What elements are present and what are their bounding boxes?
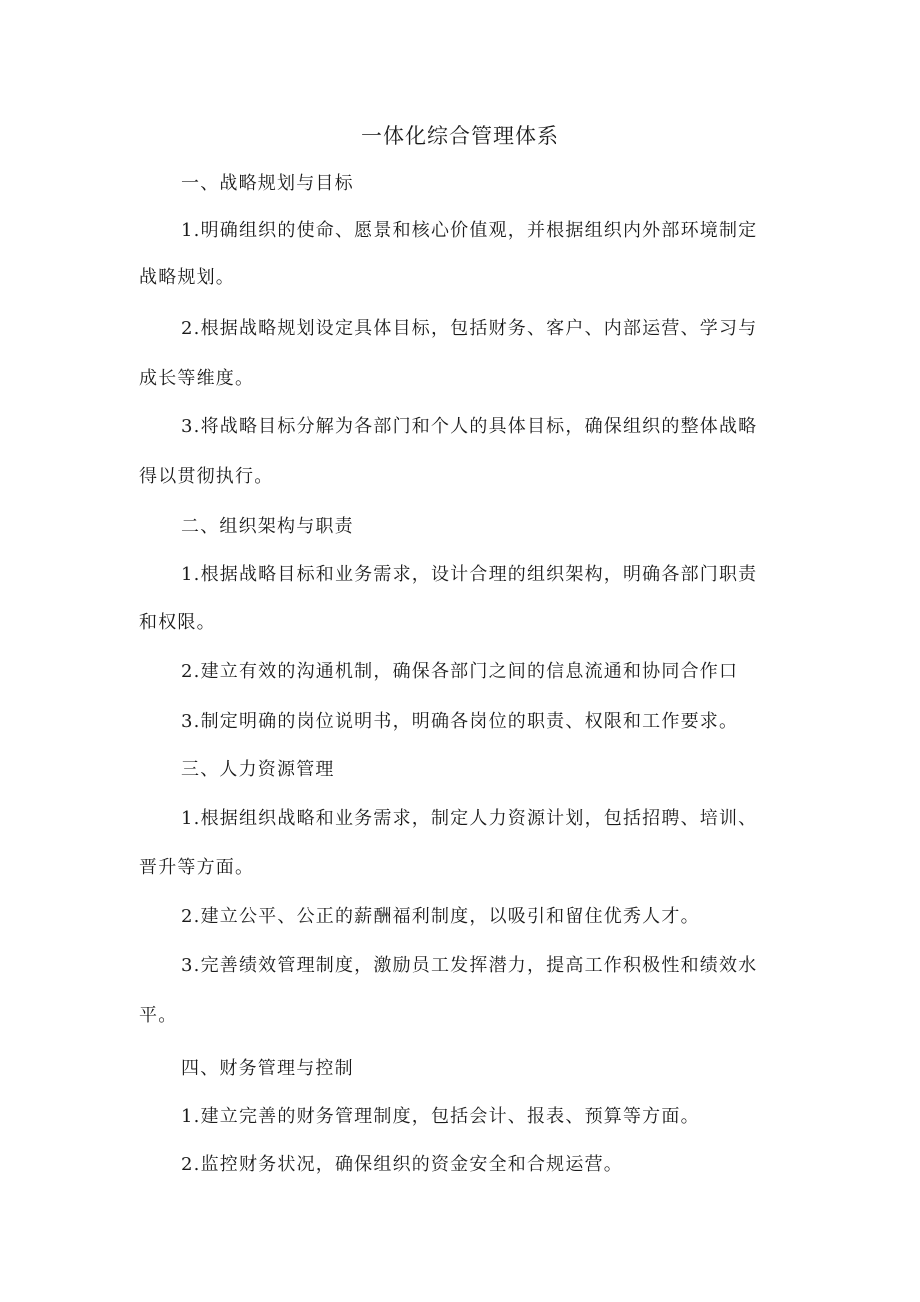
paragraph-line: 2.根据战略规划设定具体目标，包括财务、客户、内部运营、学习与	[181, 318, 758, 339]
section-heading: 一、战略规划与目标	[181, 173, 354, 194]
paragraph-line: 2.建立有效的沟通机制，确保各部门之间的信息流通和协同合作口	[181, 661, 739, 682]
section-heading: 四、财务管理与控制	[181, 1058, 354, 1079]
paragraph-line: 得以贯彻执行。	[139, 466, 274, 487]
paragraph-line: 平。	[139, 1005, 178, 1026]
paragraph-line: 和权限。	[139, 612, 216, 633]
section-heading: 二、组织架构与职责	[181, 516, 354, 537]
paragraph-line: 3.制定明确的岗位说明书，明确各岗位的职责、权限和工作要求。	[181, 711, 739, 732]
document-title: 一体化综合管理体系	[361, 124, 559, 148]
paragraph-line: 1.根据组织战略和业务需求，制定人力资源计划，包括招聘、培训、	[181, 808, 758, 829]
paragraph-line: 1.建立完善的财务管理制度，包括会计、报表、预算等方面。	[181, 1106, 700, 1127]
paragraph-line: 1.明确组织的使命、愿景和核心价值观，并根据组织内外部环境制定	[181, 220, 758, 241]
paragraph-line: 1.根据战略目标和业务需求，设计合理的组织架构，明确各部门职责	[181, 564, 758, 585]
paragraph-line: 3.将战略目标分解为各部门和个人的具体目标，确保组织的整体战略	[181, 416, 758, 437]
paragraph-line: 2.监控财务状况，确保组织的资金安全和合规运营。	[181, 1154, 623, 1175]
section-heading: 三、人力资源管理	[181, 759, 335, 780]
paragraph-line: 3.完善绩效管理制度，激励员工发挥潜力，提高工作积极性和绩效水	[181, 955, 758, 976]
paragraph-line: 晋升等方面。	[139, 857, 255, 878]
paragraph-line: 战略规划。	[139, 267, 235, 288]
paragraph-line: 成长等维度。	[139, 368, 255, 389]
paragraph-line: 2.建立公平、公正的薪酬福利制度，以吸引和留住优秀人才。	[181, 906, 700, 927]
